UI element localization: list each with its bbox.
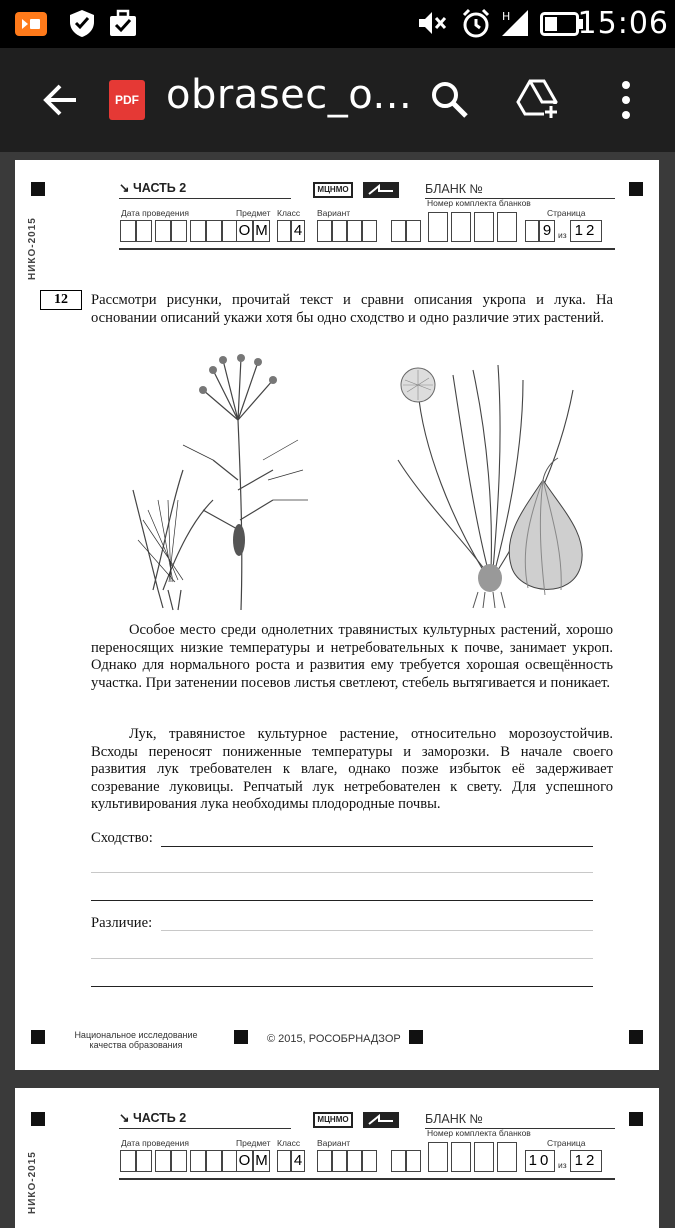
divider xyxy=(119,198,291,199)
date-cell xyxy=(171,220,187,242)
page-current: 9 xyxy=(539,220,555,242)
corner-marker xyxy=(629,1030,643,1044)
pdf-viewer[interactable] xyxy=(0,152,675,1214)
corner-marker xyxy=(31,1112,45,1126)
variant-cell xyxy=(391,1150,406,1172)
subject-cell: О xyxy=(236,220,253,242)
page-label: Страница xyxy=(547,1138,586,1148)
pdf-page xyxy=(15,160,659,1070)
publisher-logo-icon xyxy=(363,182,399,198)
mcnmo-logo: МЦНМО xyxy=(313,182,353,198)
variant-label: Вариант xyxy=(317,208,351,218)
corner-marker xyxy=(234,1030,248,1044)
paragraph-onion: Лук, травянистое культурное растение, относительно морозоустойчив. Всходы переносят пониженные температуры и заморозки. В начале своего развития лук требователен к влаге, однако позже избыток её задерживает созревание луковицы. Репчатый лук нетребователен к свету. Для успешного культивирования лука необходимы плодородные почвы. xyxy=(91,726,613,812)
of-label: из xyxy=(558,1160,567,1170)
class-label: Класс xyxy=(277,1138,301,1148)
difference-answer-line[interactable] xyxy=(161,930,593,931)
variant-cell xyxy=(406,1150,421,1172)
blank-label: БЛАНК № xyxy=(425,182,483,196)
variant-cell xyxy=(332,220,347,242)
subject-label: Предмет xyxy=(236,208,271,218)
corner-marker xyxy=(409,1030,423,1044)
status-bar xyxy=(0,0,675,48)
subject-label: Предмет xyxy=(236,1138,271,1148)
date-cell xyxy=(190,1150,206,1172)
class-cell xyxy=(277,220,291,242)
question-prompt: Рассмотри рисунки, прочитай текст и сравни описания укропа и лука. На основании описаний укажи хотя бы одно сходство и одно различие этих растений. xyxy=(91,292,613,326)
set-number-cell xyxy=(497,1142,517,1172)
variant-label: Вариант xyxy=(317,1138,351,1148)
onion-illustration xyxy=(393,360,593,610)
question-number: 12 xyxy=(40,290,82,310)
set-number-cell xyxy=(474,1142,494,1172)
page-cell xyxy=(525,220,539,242)
date-cell xyxy=(206,1150,222,1172)
variant-cell xyxy=(406,220,421,242)
date-cell xyxy=(120,220,136,242)
page-total: 12 xyxy=(570,220,602,242)
set-number-cell xyxy=(474,212,494,242)
variant-cell xyxy=(317,220,332,242)
date-cell xyxy=(171,1150,187,1172)
corner-marker xyxy=(31,182,45,196)
variant-cell xyxy=(347,220,362,242)
guide-line xyxy=(91,872,593,873)
subject-cell: О xyxy=(236,1150,253,1172)
class-cell xyxy=(277,1150,291,1172)
shield-check-icon xyxy=(68,8,96,38)
similarity-answer-line[interactable] xyxy=(161,846,593,847)
guide-line xyxy=(91,958,593,959)
variant-cell xyxy=(317,1150,332,1172)
part-label: ↘ ЧАСТЬ 2 xyxy=(119,1111,187,1125)
footer-copyright: © 2015, РОСОБРНАДЗОР xyxy=(267,1033,401,1045)
footer-org-line: Национальное исследование xyxy=(74,1030,198,1040)
set-number-cell xyxy=(428,1142,448,1172)
difference-answer-line[interactable] xyxy=(91,986,593,987)
part-text: ЧАСТЬ 2 xyxy=(132,1111,187,1125)
add-to-drive-icon[interactable] xyxy=(516,78,560,120)
date-cell xyxy=(206,220,222,242)
variant-cell xyxy=(391,220,406,242)
alarm-icon xyxy=(460,8,492,40)
set-number-cell xyxy=(451,212,471,242)
corner-marker xyxy=(629,1112,643,1126)
part-label: ↘ ЧАСТЬ 2 xyxy=(119,181,187,195)
set-number-label: Номер комплекта бланков xyxy=(427,198,531,208)
clock: 15:06 xyxy=(577,6,669,41)
date-cell xyxy=(120,1150,136,1172)
divider xyxy=(119,1178,615,1180)
search-icon[interactable] xyxy=(430,80,470,120)
pdf-page xyxy=(15,1088,659,1228)
pdf-file-icon: PDF xyxy=(109,80,145,120)
date-cell xyxy=(155,1150,171,1172)
date-label: Дата проведения xyxy=(121,1138,189,1148)
side-label: НИКО-2015 xyxy=(27,217,38,280)
class-cell: 4 xyxy=(291,220,305,242)
date-cell xyxy=(155,220,171,242)
side-label: НИКО-2015 xyxy=(27,1151,38,1214)
similarity-label: Сходство: xyxy=(91,830,153,846)
date-label: Дата проведения xyxy=(121,208,189,218)
briefcase-check-icon xyxy=(108,8,138,38)
paragraph-dill: Особое место среди однолетних травянистых культурных растений, хорошо переносящих низкие температуры и нетребовательных к почве, занимает укроп. Однако для нормального роста и развития ему требуется хорошая освещённость участка. При затенении посевов листья светлеют, стебель вытягивается и поникает. xyxy=(91,622,613,691)
variant-cell xyxy=(332,1150,347,1172)
part-text: ЧАСТЬ 2 xyxy=(132,181,187,195)
subject-cell: М xyxy=(253,220,270,242)
variant-cell xyxy=(347,1150,362,1172)
svg-text:H: H xyxy=(502,10,511,23)
footer-org-line: качества образования xyxy=(89,1040,183,1050)
date-cell xyxy=(136,1150,152,1172)
page-total: 12 xyxy=(570,1150,602,1172)
mute-icon xyxy=(416,8,448,38)
page-current: 10 xyxy=(525,1150,555,1172)
page-label: Страница xyxy=(547,208,586,218)
set-number-cell xyxy=(428,212,448,242)
more-menu-icon[interactable] xyxy=(618,78,634,122)
blank-label: БЛАНК № xyxy=(425,1112,483,1126)
subject-cell: М xyxy=(253,1150,270,1172)
mcnmo-logo: МЦНМО xyxy=(313,1112,353,1128)
set-number-cell xyxy=(497,212,517,242)
of-label: из xyxy=(558,230,567,240)
footer-org xyxy=(61,1030,211,1050)
date-cell xyxy=(136,220,152,242)
signal-icon xyxy=(500,8,530,38)
class-label: Класс xyxy=(277,208,301,218)
publisher-logo-icon xyxy=(363,1112,399,1128)
dill-illustration xyxy=(123,350,313,612)
difference-label: Различие: xyxy=(91,915,153,931)
screen-record-icon xyxy=(14,9,48,39)
back-arrow-icon[interactable] xyxy=(40,80,80,120)
divider xyxy=(119,248,615,250)
set-number-cell xyxy=(451,1142,471,1172)
corner-marker xyxy=(629,182,643,196)
similarity-answer-line[interactable] xyxy=(91,900,593,901)
variant-cell xyxy=(362,220,377,242)
corner-marker xyxy=(31,1030,45,1044)
class-cell: 4 xyxy=(291,1150,305,1172)
set-number-label: Номер комплекта бланков xyxy=(427,1128,531,1138)
app-bar xyxy=(0,48,675,152)
divider xyxy=(119,1128,291,1129)
variant-cell xyxy=(362,1150,377,1172)
document-title: obrasec_o... xyxy=(166,72,413,118)
date-cell xyxy=(190,220,206,242)
